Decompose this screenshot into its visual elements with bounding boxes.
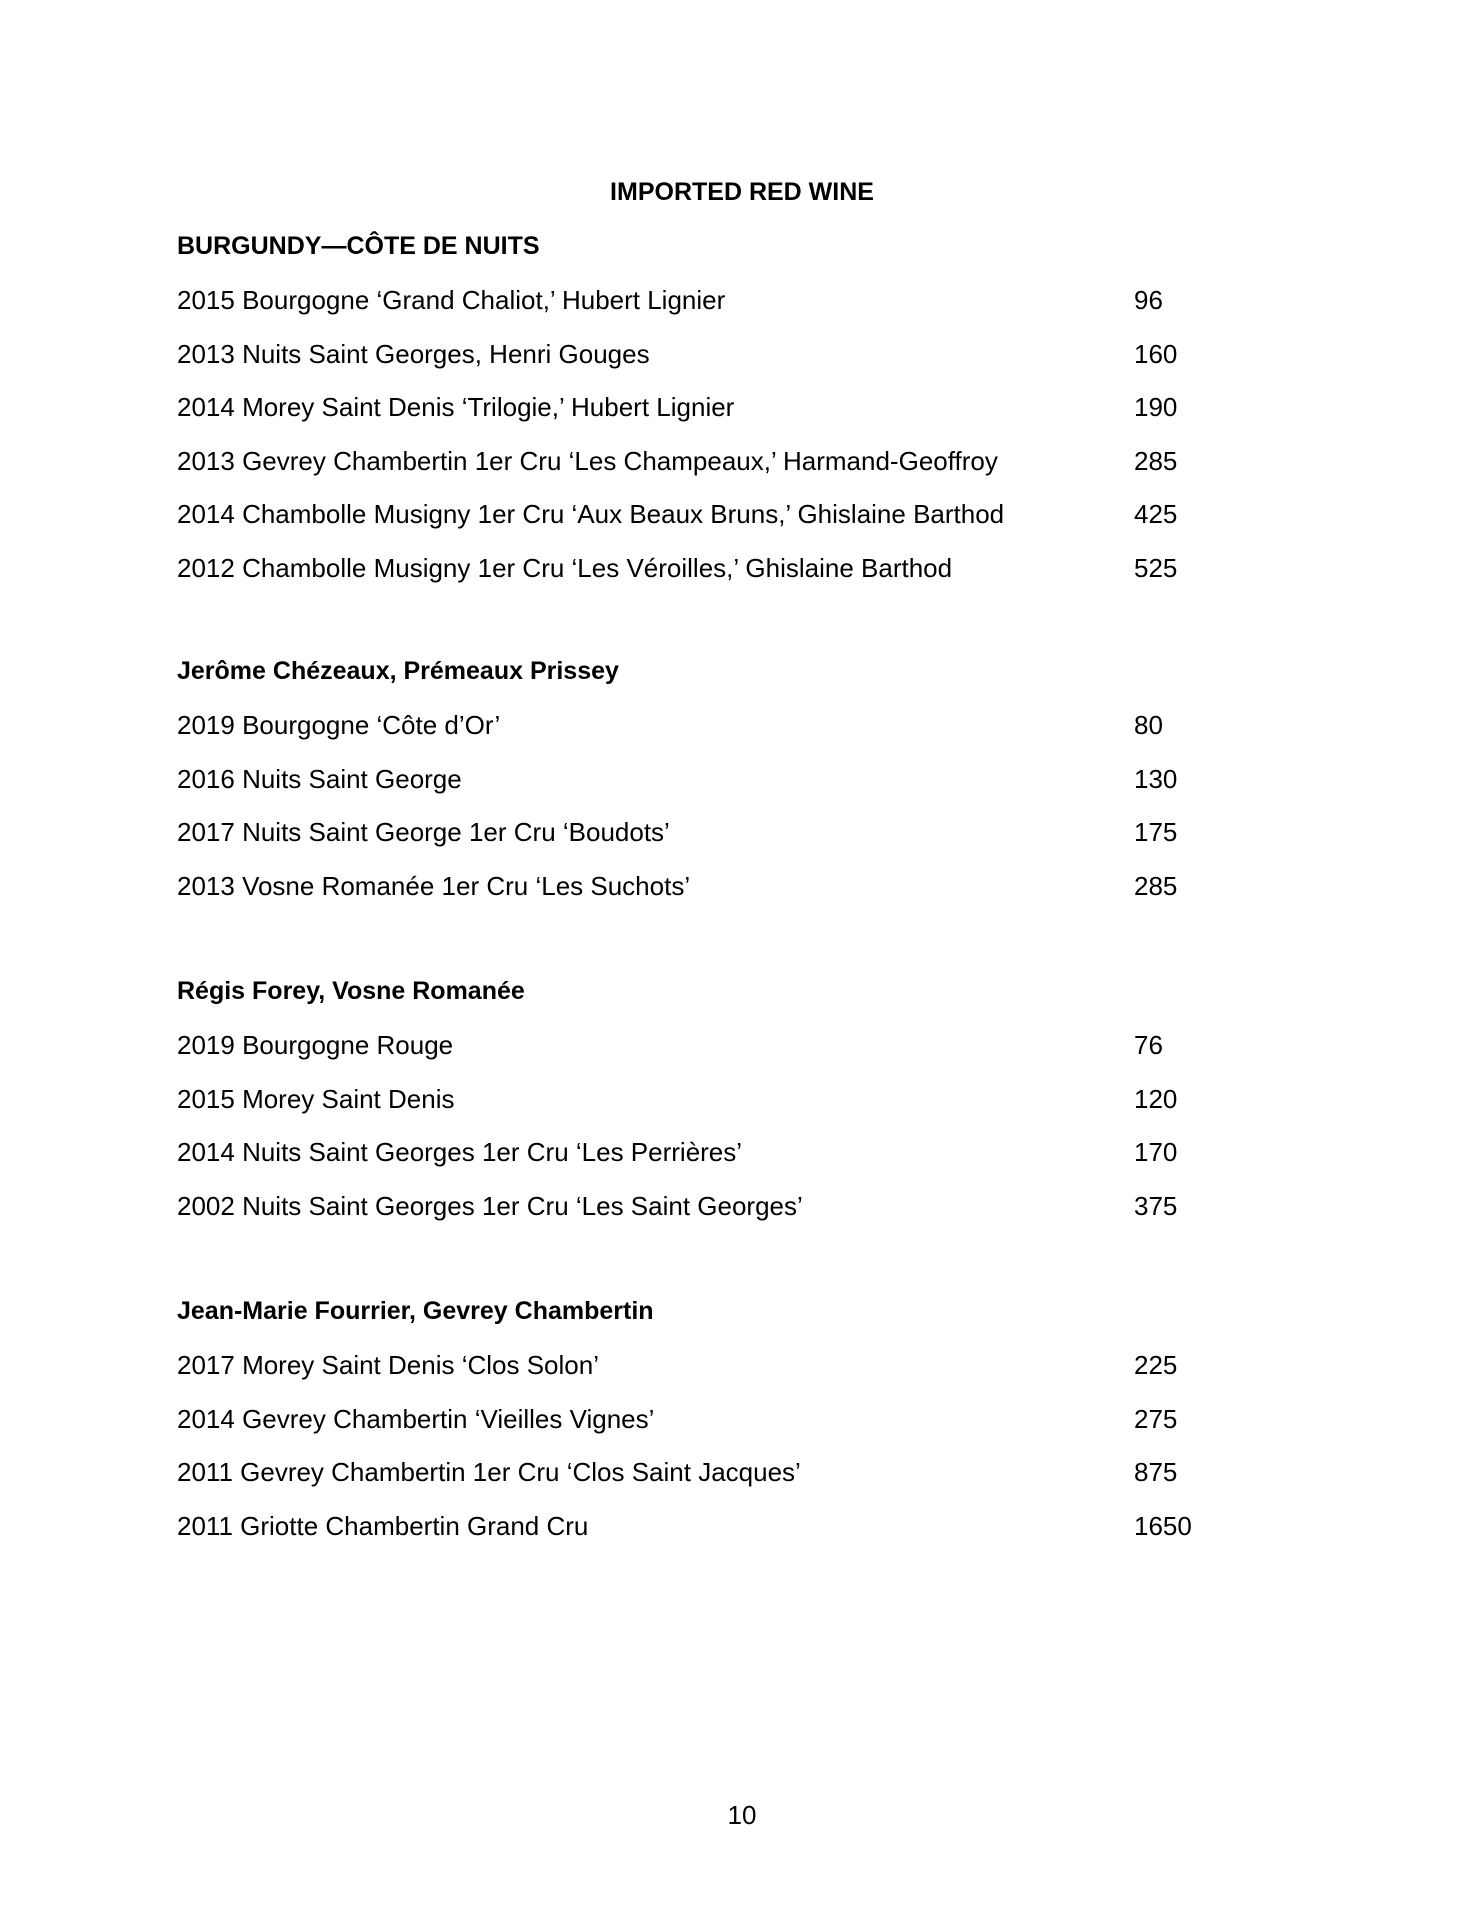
wine-price: 285 [1134, 445, 1178, 476]
list-item [177, 1030, 1307, 1084]
wine-price: 96 [1134, 285, 1163, 315]
list-item [177, 1350, 1307, 1404]
wine-price: 175 [1134, 817, 1178, 847]
wine-price: 875 [1134, 1457, 1178, 1487]
section-heading: Régis Forey, Vosne Romanée [177, 977, 525, 1005]
list-item [177, 1511, 1307, 1565]
wine-name: 2013 Vosne Romanée 1er Cru ‘Les Suchots’ [177, 870, 691, 901]
wine-name: 2016 Nuits Saint George [177, 763, 462, 794]
wine-price: 285 [1134, 870, 1178, 901]
list-item [177, 1404, 1307, 1458]
wine-price: 120 [1134, 1083, 1178, 1114]
section-heading: Jean-Marie Fourrier, Gevrey Chambertin [177, 1297, 654, 1325]
wine-price: 375 [1134, 1190, 1178, 1221]
list-item [177, 446, 1307, 500]
wine-price: 225 [1134, 1350, 1178, 1380]
page-title: IMPORTED RED WINE [610, 178, 874, 206]
section-heading: BURGUNDY—CÔTE DE NUITS [177, 232, 540, 260]
list-item [177, 1137, 1307, 1191]
wine-name: 2013 Nuits Saint Georges, Henri Gouges [177, 338, 650, 369]
section-heading: Jerôme Chézeaux, Prémeaux Prissey [177, 657, 619, 685]
section-regis-forey [177, 976, 1307, 1244]
wine-price: 190 [1134, 392, 1178, 422]
list-item [177, 285, 1307, 339]
section-burgundy-cote-de-nuits [177, 231, 1307, 606]
wine-name: 2015 Morey Saint Denis [177, 1083, 455, 1114]
wine-price: 130 [1134, 763, 1178, 794]
list-item [177, 710, 1307, 764]
wine-name: 2011 Griotte Chambertin Grand Cru [177, 1510, 589, 1541]
wine-name: 2017 Morey Saint Denis ‘Clos Solon’ [177, 1350, 599, 1380]
section-jerome-chezeaux [177, 656, 1307, 924]
wine-name: 2019 Bourgogne Rouge [177, 1030, 454, 1060]
wine-price: 425 [1134, 499, 1178, 529]
wine-name: 2014 Morey Saint Denis ‘Trilogie,’ Hubert Lignier [177, 392, 735, 422]
wine-name: 2014 Gevrey Chambertin ‘Vieilles Vignes’ [177, 1403, 655, 1434]
list-item [177, 339, 1307, 393]
wine-name: 2011 Gevrey Chambertin 1er Cru ‘Clos Saint Jacques’ [177, 1457, 801, 1487]
wine-price: 275 [1134, 1403, 1178, 1434]
list-item [177, 1191, 1307, 1245]
wine-name: 2017 Nuits Saint George 1er Cru ‘Boudots’ [177, 817, 670, 847]
wine-name: 2015 Bourgogne ‘Grand Chaliot,’ Hubert Lignier [177, 285, 726, 315]
wine-name: 2013 Gevrey Chambertin 1er Cru ‘Les Champeaux,’ Harmand-Geoffroy [177, 445, 998, 476]
wine-price: 80 [1134, 710, 1163, 740]
wine-name: 2012 Chambolle Musigny 1er Cru ‘Les Véroilles,’ Ghislaine Barthod [177, 552, 953, 583]
wine-price: 76 [1134, 1030, 1163, 1060]
wine-price: 1650 [1134, 1510, 1192, 1541]
list-item [177, 764, 1307, 818]
list-item [177, 1457, 1307, 1511]
wine-price: 170 [1134, 1137, 1178, 1167]
list-item [177, 1084, 1307, 1138]
wine-name: 2019 Bourgogne ‘Côte d’Or’ [177, 710, 501, 740]
wine-name: 2014 Nuits Saint Georges 1er Cru ‘Les Perrières’ [177, 1137, 743, 1167]
page-number: 10 [727, 1800, 757, 1830]
wine-price: 160 [1134, 338, 1178, 369]
section-jean-marie-fourrier [177, 1296, 1307, 1564]
list-item [177, 553, 1307, 607]
list-item [177, 871, 1307, 925]
list-item [177, 499, 1307, 553]
wine-price: 525 [1134, 552, 1178, 583]
list-item [177, 392, 1307, 446]
wine-name: 2014 Chambolle Musigny 1er Cru ‘Aux Beaux Bruns,’ Ghislaine Barthod [177, 499, 1005, 529]
wine-name: 2002 Nuits Saint Georges 1er Cru ‘Les Saint Georges’ [177, 1190, 803, 1221]
list-item [177, 817, 1307, 871]
